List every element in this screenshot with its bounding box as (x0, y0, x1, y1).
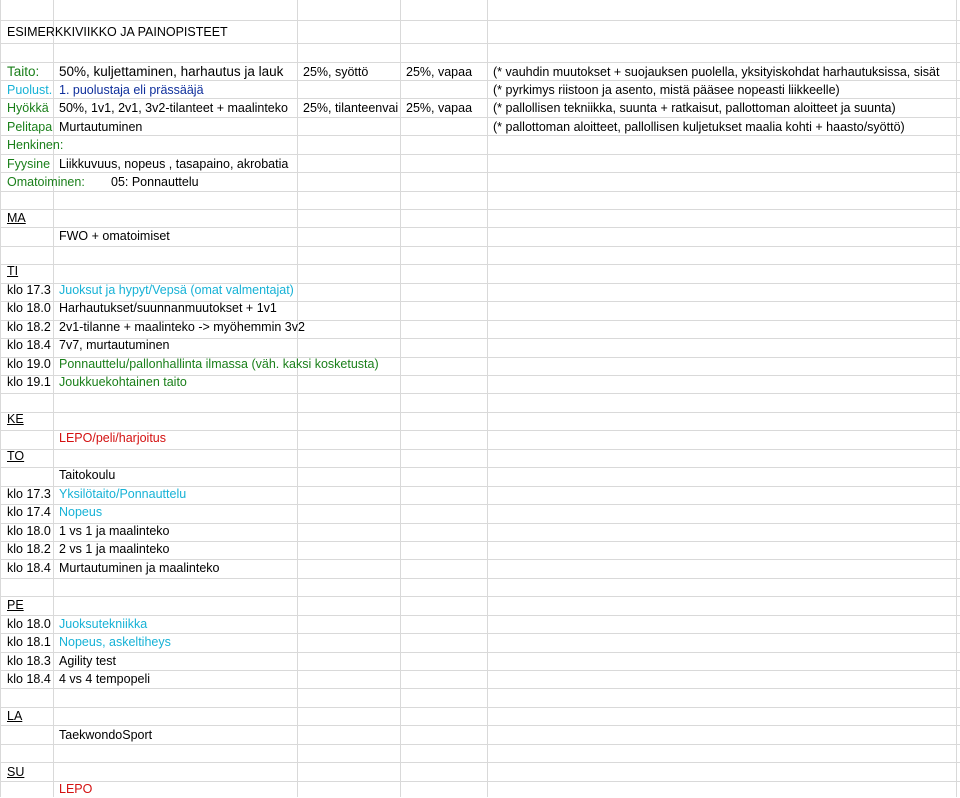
activity-cell[interactable]: 1 vs 1 ja maalinteko (59, 524, 170, 538)
day-note-ma[interactable]: FWO + omatoimiset (59, 229, 170, 243)
grid-line (0, 762, 960, 763)
time-cell[interactable]: klo 18.4 (7, 672, 51, 686)
grid-line (0, 0, 1, 797)
grid-line (0, 504, 960, 505)
focus-label-fyysinen[interactable]: Fyysine (7, 157, 51, 171)
grid-line (0, 209, 960, 210)
focus-note-puolustus[interactable]: (* pyrkimys riistoon ja asento, mistä pääsee nopeasti liikkeelle) (493, 83, 840, 97)
activity-cell[interactable]: Juoksutekniikka (59, 617, 148, 631)
focus-free-taito[interactable]: 25%, vapaa (406, 65, 473, 79)
grid-line (0, 264, 960, 265)
focus-value-hyokkays[interactable]: 50%, 1v1, 2v1, 3v2-tilanteet + maalinteko (59, 101, 288, 115)
day-label-su[interactable]: SU (7, 765, 25, 779)
focus-label-hyokkays[interactable]: Hyökkä (7, 101, 49, 115)
grid-line (0, 652, 960, 653)
grid-line (0, 246, 960, 247)
activity-cell[interactable]: Murtautuminen ja maalinteko (59, 561, 220, 575)
day-label-ke[interactable]: KE (7, 412, 24, 426)
activity-cell[interactable]: 2 vs 1 ja maalinteko (59, 542, 170, 556)
activity-cell[interactable]: Harhautukset/suunnanmuutokset + 1v1 (59, 301, 277, 315)
time-cell[interactable]: klo 18.4 (7, 338, 51, 352)
time-cell[interactable]: klo 18.0 (7, 301, 51, 315)
day-label-to[interactable]: TO (7, 449, 25, 463)
grid-line (400, 0, 401, 797)
grid-line (0, 596, 960, 597)
activity-cell[interactable]: 7v7, murtautuminen (59, 338, 170, 352)
grid-line (0, 20, 960, 21)
time-cell[interactable]: klo 18.2 (7, 320, 51, 334)
grid-line (0, 449, 960, 450)
focus-note-taito[interactable]: (* vauhdin muutokset + suojauksen puolella, yksityiskohdat harhautuksissa, sisät (493, 65, 940, 79)
time-cell[interactable]: klo 18.2 (7, 542, 51, 556)
time-cell[interactable]: klo 18.0 (7, 524, 51, 538)
grid-line (0, 707, 960, 708)
activity-cell[interactable]: Agility test (59, 654, 116, 668)
focus-value-taito[interactable]: 50%, kuljettaminen, harhautus ja lauk (59, 64, 284, 79)
omatoiminen-value[interactable]: 05: Ponnauttelu (111, 175, 199, 189)
time-cell[interactable]: klo 18.0 (7, 617, 51, 631)
focus-note-hyokkays[interactable]: (* pallollisen tekniikka, suunta + ratkaisut, pallottoman aloitteet ja suunta) (493, 101, 896, 115)
grid-line (0, 781, 960, 782)
day-note-la[interactable]: TaekwondoSport (59, 728, 153, 742)
day-label-ti[interactable]: TI (7, 264, 19, 278)
grid-line (0, 467, 960, 468)
day-label-ma[interactable]: MA (7, 211, 26, 225)
activity-cell[interactable]: Yksilötaito/Ponnauttelu (59, 487, 187, 501)
focus-share-hyokkays[interactable]: 25%, tilanteenvai (303, 101, 399, 115)
time-cell[interactable]: klo 18.1 (7, 635, 51, 649)
grid-line (0, 688, 960, 689)
grid-line (0, 744, 960, 745)
day-note-su[interactable]: LEPO (59, 782, 93, 796)
time-cell[interactable]: klo 18.4 (7, 561, 51, 575)
grid-line (297, 0, 298, 797)
sheet-title[interactable]: ESIMERKKIVIIKKO JA PAINOPISTEET (7, 25, 228, 39)
focus-free-hyokkays[interactable]: 25%, vapaa (406, 101, 473, 115)
focus-value-puolustus[interactable]: 1. puolustaja eli prässääjä (59, 83, 204, 97)
grid-line (956, 0, 957, 797)
focus-note-pelitapa[interactable]: (* pallottoman aloitteet, pallollisen kuljetukset maalia kohti + haasto/syöttö) (493, 120, 905, 134)
activity-cell[interactable]: Ponnauttelu/pallonhallinta ilmassa (väh. kaksi kosketusta) (59, 357, 379, 371)
focus-share-taito[interactable]: 25%, syöttö (303, 65, 369, 79)
time-cell[interactable]: klo 17.3 (7, 487, 51, 501)
grid-line (0, 578, 960, 579)
focus-label-taito[interactable]: Taito: (7, 64, 40, 79)
time-cell[interactable]: klo 18.3 (7, 654, 51, 668)
activity-cell[interactable]: 2v1-tilanne + maalinteko -> myöhemmin 3v2 (59, 320, 305, 334)
focus-label-pelitapa[interactable]: Pelitapa (7, 120, 53, 134)
time-cell[interactable]: klo 17.4 (7, 505, 51, 519)
time-cell[interactable]: klo 19.1 (7, 375, 51, 389)
grid-line (0, 191, 960, 192)
day-label-la[interactable]: LA (7, 709, 23, 723)
day-note-ke[interactable]: LEPO/peli/harjoitus (59, 431, 167, 445)
time-cell[interactable]: klo 17.3 (7, 283, 51, 297)
focus-label-puolustus[interactable]: Puolust. (7, 83, 53, 97)
activity-cell[interactable]: Joukkuekohtainen taito (59, 375, 187, 389)
day-note-to[interactable]: Taitokoulu (59, 468, 116, 482)
focus-value-pelitapa[interactable]: Murtautuminen (59, 120, 143, 134)
activity-cell[interactable]: Nopeus, askeltiheys (59, 635, 171, 649)
time-cell[interactable]: klo 19.0 (7, 357, 51, 371)
grid-line (0, 43, 960, 44)
grid-line (0, 412, 960, 413)
activity-cell[interactable]: 4 vs 4 tempopeli (59, 672, 151, 686)
omatoiminen-label[interactable]: Omatoiminen: (7, 175, 85, 189)
activity-cell[interactable]: Juoksut ja hypyt/Vepsä (omat valmentajat) (59, 283, 294, 297)
grid-line (0, 393, 960, 394)
activity-cell[interactable]: Nopeus (59, 505, 103, 519)
focus-label-henkinen[interactable]: Henkinen: (7, 138, 64, 152)
day-label-pe[interactable]: PE (7, 598, 24, 612)
focus-value-fyysinen[interactable]: Liikkuvuus, nopeus , tasapaino, akrobatia (59, 157, 289, 171)
